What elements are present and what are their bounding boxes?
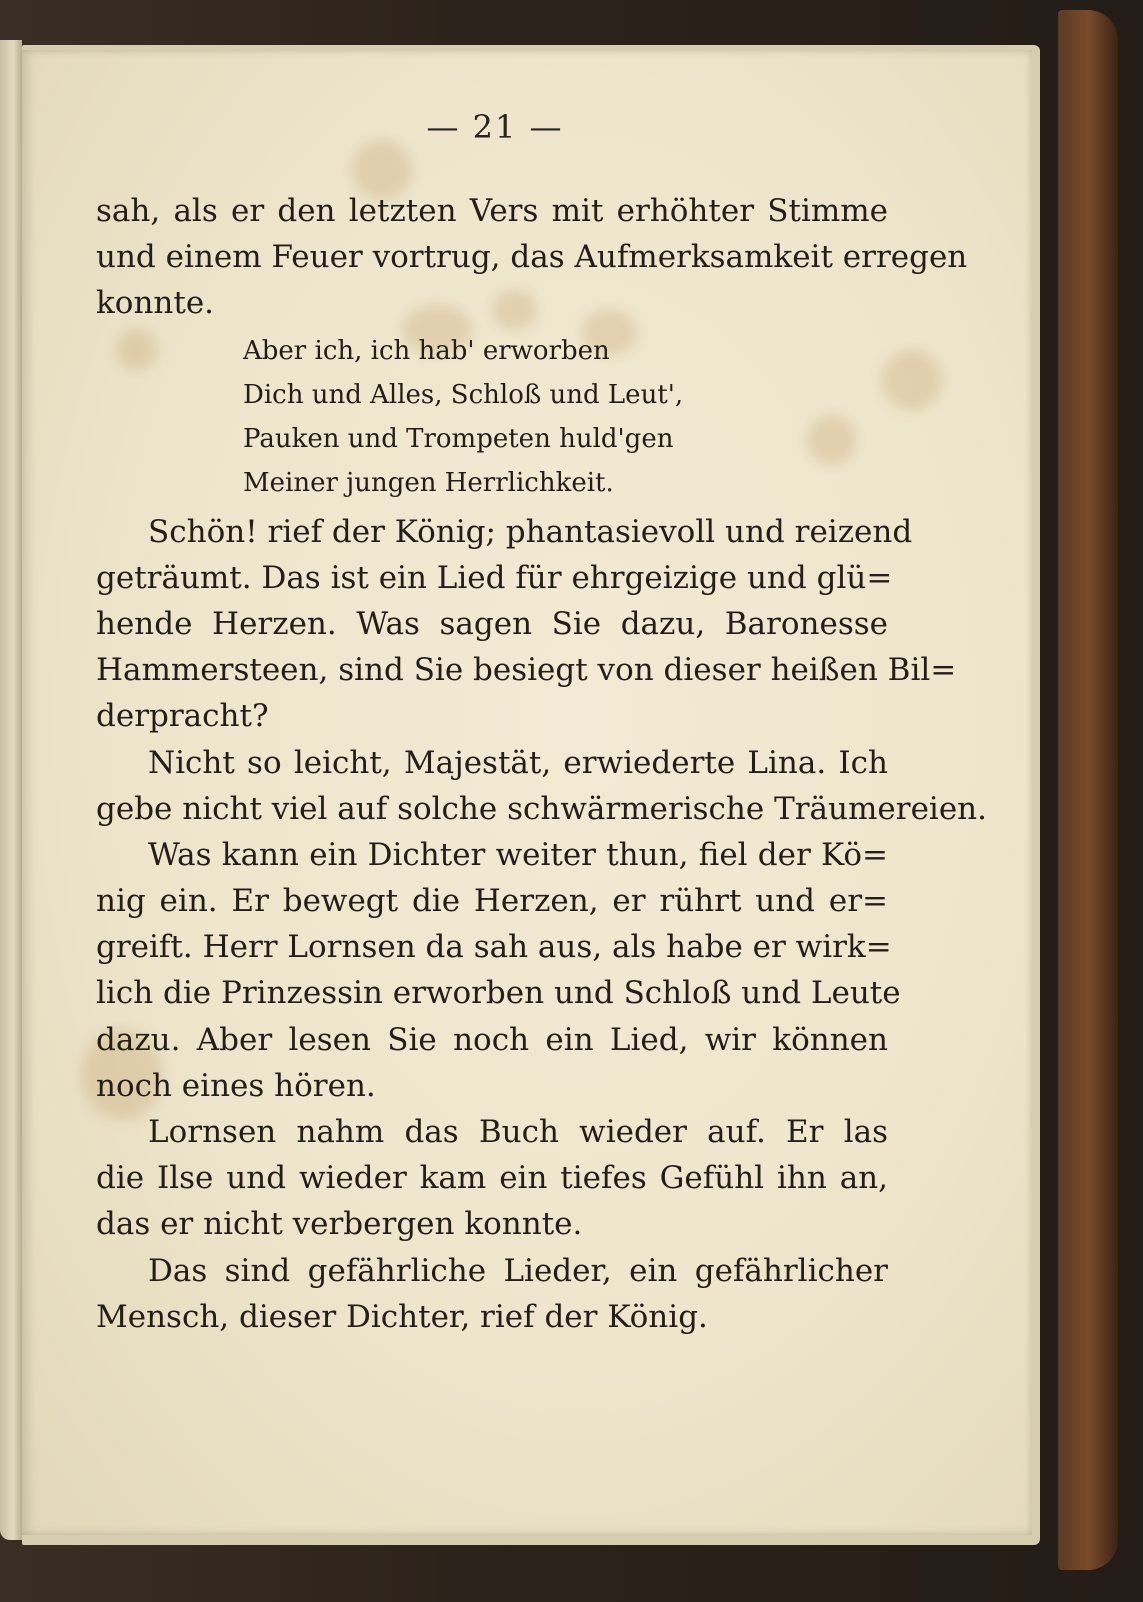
page-number: — 21 — [426,108,564,146]
text-line: nig ein. Er bewegt die Herzen, er rührt und er= [96,883,888,920]
verse-line: Meiner jungen Herrlichkeit. [243,467,614,498]
text-line: konnte. [96,285,215,322]
verse-line: Pauken und Trompeten huld'gen [243,423,674,454]
text-line: lich die Prinzessin erworben und Schloß und Leute [96,975,901,1012]
verse-line: Aber ich, ich hab' erworben [243,335,610,366]
verse-block [96,329,888,505]
foxing-stain [882,350,942,410]
text-line: Lornsen nahm das Buch wieder auf. Er las [148,1114,888,1150]
text-line: sah, als er den letzten Vers mit erhöhter Stimme [96,193,888,229]
text-line: Schön! rief der König; phantasievoll und reizend [148,513,913,550]
text-line: gebe nicht viel auf solche schwärmerische Träumereien. [96,790,987,827]
body-text [96,188,987,1340]
verse-line: Dich und Alles, Schloß und Leut', [243,379,684,410]
text-line: dazu. Aber lesen Sie noch ein Lied, wir können [96,1021,888,1058]
text-line: und einem Feuer vortrug, das Aufmerksamkeit erregen [96,239,968,276]
leather-binding [1058,10,1118,1570]
text-line: greift. Herr Lornsen da sah aus, als habe er wirk= [96,929,892,966]
text-line: Das sind gefährliche Lieder, ein gefährlicher [148,1252,888,1289]
text-line: das er nicht verbergen konnte. [96,1206,583,1243]
text-line: hende Herzen. Was sagen Sie dazu, Baronesse [96,605,888,642]
text-line: Mensch, dieser Dichter, rief der König. [96,1298,708,1335]
text-line: derpracht? [96,698,269,735]
text-line: die Ilse und wieder kam ein tiefes Gefühl ihn an, [96,1160,888,1197]
previous-page-edge [0,40,22,1540]
text-line: Was kann ein Dichter weiter thun, fiel der Kö= [148,836,888,873]
text-line: Hammersteen, sind Sie besiegt von dieser heißen Bil= [96,652,957,689]
text-line: noch eines hören. [96,1067,376,1104]
text-line: geträumt. Das ist ein Lied für ehrgeizige und glü= [96,559,893,596]
text-line: Nicht so leicht, Majestät, erwiederte Lina. Ich [148,744,888,781]
